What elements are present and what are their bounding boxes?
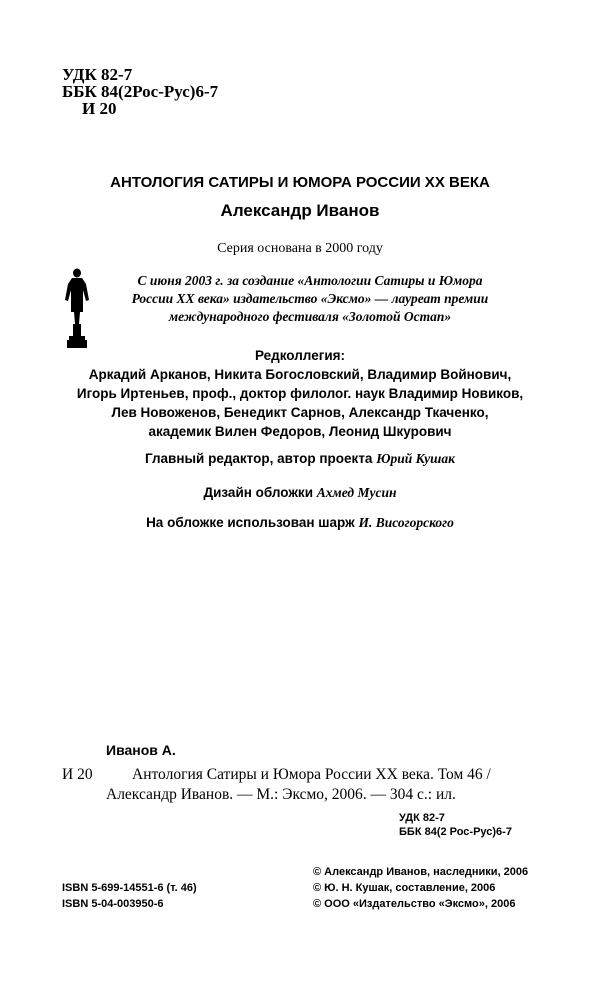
cover-design-label: Дизайн обложки: [203, 485, 313, 500]
isbn-line: ISBN 5-04-003950-6: [62, 898, 164, 910]
series-note: Серия основана в 2000 году: [217, 241, 383, 256]
biblio-codes: [399, 811, 512, 839]
chief-editor-credit: [0, 451, 600, 467]
chief-editor-label: Главный редактор, автор проекта: [144, 451, 373, 466]
classification-codes: [62, 66, 218, 117]
golden-ostap-statuette-icon: [62, 268, 92, 350]
editorial-heading: Редколлегия:: [254, 348, 345, 363]
editorial-board: [0, 346, 600, 441]
copyright-line: © Александр Иванов, наследники, 2006: [313, 866, 529, 878]
isbn-line: ISBN 5-699-14551-6 (т. 46): [62, 882, 197, 894]
award-note: [100, 272, 520, 326]
editorial-line: Игорь Иртеньев, проф., доктор филолог. наук Владимир Новиков,: [76, 386, 524, 401]
award-line: С июня 2003 г. за создание «Антологии Сатиры и Юмора: [137, 273, 483, 288]
isbn-block: [62, 880, 197, 912]
biblio-bbk: ББК 84(2 Рос-Рус)6-7: [399, 826, 512, 838]
caricature-name: И. Висогорского: [358, 515, 454, 530]
author-mark: И 20: [82, 99, 117, 118]
caricature-label: На обложке использован шарж: [146, 515, 355, 530]
biblio-line: Антология Сатиры и Юмора России XX века. Том 46 /: [132, 766, 491, 783]
biblio-line: Александр Иванов. — М.: Эксмо, 2006. — 304 с.: ил.: [106, 786, 456, 803]
editorial-line: Лев Новоженов, Бенедикт Сарнов, Александр Ткаченко,: [111, 405, 489, 420]
chief-editor-name: Юрий Кушак: [376, 451, 456, 466]
biblio-index: И 20: [62, 766, 93, 783]
award-line: международного фестиваля «Золотой Остап»: [168, 309, 452, 324]
author-name: Александр Иванов: [220, 201, 380, 220]
anthology-title: АНТОЛОГИЯ САТИРЫ И ЮМОРА РОССИИ XX ВЕКА: [110, 174, 490, 191]
udk-code: УДК 82-7: [62, 65, 133, 84]
copyright-line: © ООО «Издательство «Эксмо», 2006: [313, 898, 516, 910]
award-line: России XX века» издательство «Эксмо» — лауреат премии: [131, 291, 489, 306]
biblio-author-heading: Иванов А.: [106, 742, 176, 758]
editorial-line: академик Вилен Федоров, Леонид Шкурович: [148, 424, 452, 439]
caricature-credit: [0, 515, 600, 531]
biblio-udk: УДК 82-7: [399, 812, 445, 824]
cover-design-credit: [0, 485, 600, 501]
copyright-line: © Ю. Н. Кушак, составление, 2006: [313, 882, 496, 894]
copyright-block: [313, 864, 528, 912]
bbk-code: ББК 84(2Рос-Рус)6-7: [62, 82, 219, 101]
editorial-line: Аркадий Арканов, Никита Богословский, Владимир Войнович,: [88, 367, 512, 382]
cover-design-name: Ахмед Мусин: [316, 485, 397, 500]
